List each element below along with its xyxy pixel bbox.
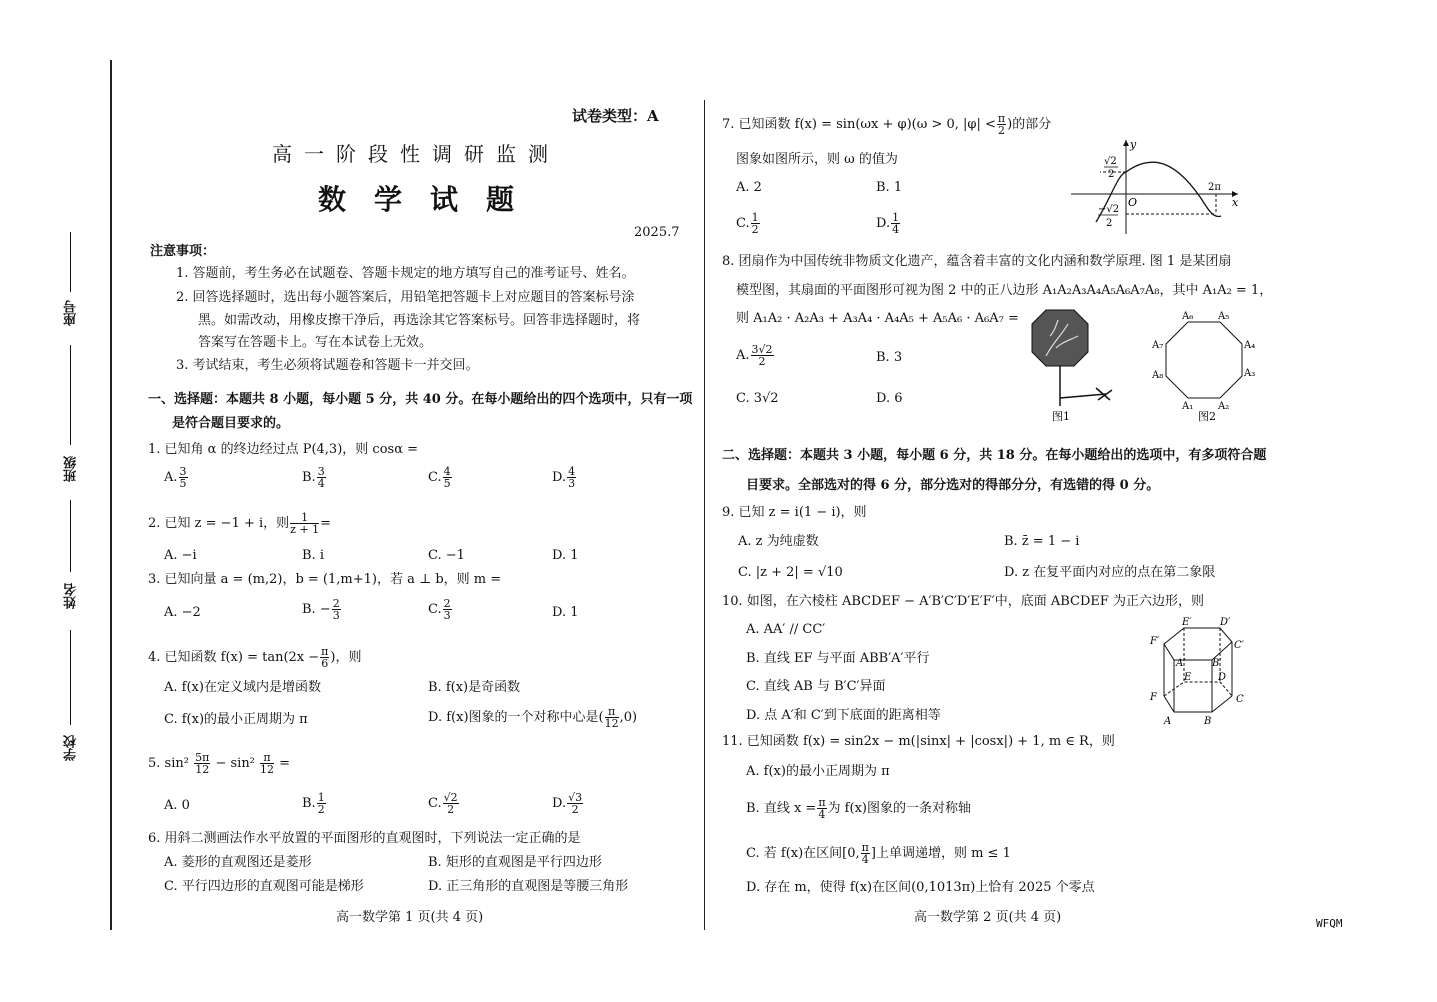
q11-option-a[interactable]: A. f(x)的最小正周期为 π — [746, 764, 890, 779]
q2-option-d[interactable]: D. 1 — [552, 548, 579, 563]
section1-heading-cont: 是符合题目要求的。 — [172, 416, 290, 431]
q7-xtick: 2π — [1208, 182, 1221, 193]
q4-stem: 4. 已知函数 f(x) = tan(2x − $\frac{\pi}{6}$ )，则 — [148, 645, 362, 670]
q7-x-label: x — [1232, 196, 1239, 209]
q1-option-a[interactable]: A. $\frac{3}{5}$ — [164, 465, 187, 490]
q7-bot-den: 2 — [1106, 218, 1113, 229]
class-label: 班级 — [64, 456, 79, 482]
school-label: 学校 — [64, 735, 79, 761]
q1-option-b[interactable]: B. $\frac{3}{4}$ — [302, 465, 325, 490]
q3-option-b[interactable]: B. − $\frac{2}{3}$ — [302, 597, 340, 622]
subject-title: 数学试题 — [318, 183, 543, 216]
q3-option-c[interactable]: C. $\frac{2}{3}$ — [428, 597, 451, 622]
notice-item: 3. 考试结束，考生必须将试题卷和答题卡一并交回。 — [176, 358, 479, 373]
prism-label-f-prime: F′ — [1150, 636, 1160, 647]
q7-top-num: √2 — [1104, 156, 1117, 167]
q8-line3: 则 A₁A₂ · A₂A₃ + A₃A₄ · A₄A₅ + A₅A₆ · A₆A₇ = — [736, 311, 1019, 326]
q8-line1: 8. 团扇作为中国传统非物质文化遗产，蕴含着丰富的文化内涵和数学原理. 图 1 是某团扇 — [722, 254, 1232, 269]
oct-label-a4: A₄ — [1244, 340, 1256, 351]
school-blank[interactable] — [70, 630, 71, 725]
prism-label-b-prime: B′ — [1212, 658, 1222, 669]
q8-option-a[interactable]: A. $\frac{3√2}{2}$ — [736, 343, 773, 368]
q6-option-c[interactable]: C. 平行四边形的直观图可能是梯形 — [164, 879, 364, 894]
q2-option-c[interactable]: C. −1 — [428, 548, 465, 563]
q8-fan-figure — [1026, 306, 1136, 426]
q11-stem: 11. 已知函数 f(x) = sin2x − m(|sinx| + |cosx|) + 1, m ∈ R，则 — [722, 734, 1115, 749]
q10-option-c[interactable]: C. 直线 AB 与 B′C′异面 — [746, 679, 886, 694]
q10-prism-figure — [1140, 614, 1265, 728]
footer-left: 高一数学第 1 页(共 4 页) — [336, 910, 484, 925]
exam-date: 2025.7 — [634, 225, 680, 240]
name-label: 姓名 — [64, 583, 79, 609]
q3-option-d[interactable]: D. 1 — [552, 605, 579, 620]
q6-option-d[interactable]: D. 正三角形的直观图是等腰三角形 — [428, 879, 629, 894]
prism-label-d-prime: D′ — [1220, 617, 1231, 628]
notice-item: 1. 答题前，考生务必在试题卷、答题卡规定的地方填写自己的准考证号、姓名。 — [176, 266, 635, 281]
prism-label-f: F — [1150, 692, 1157, 703]
q9-option-c[interactable]: C. |z + 2| = √10 — [738, 565, 843, 580]
page-divider — [704, 100, 705, 930]
notice-item: 黑。如需改动，用橡皮擦干净后，再选涂其它答案标号。回答非选择题时，将 — [198, 313, 641, 328]
q9-option-a[interactable]: A. z 为纯虚数 — [738, 534, 819, 549]
prism-label-c-prime: C′ — [1234, 640, 1244, 651]
q10-option-b[interactable]: B. 直线 EF 与平面 ABB′A′平行 — [746, 651, 930, 666]
q7-option-a[interactable]: A. 2 — [736, 180, 762, 195]
class-blank[interactable] — [70, 345, 71, 445]
oct-label-a1: A₁ — [1182, 401, 1194, 412]
q7-stem: 7. 已知函数 f(x) = sin(ωx + φ)(ω > 0, |φ| < $\frac{\pi}{2}$ )的部分 — [722, 112, 1052, 137]
q2-option-a[interactable]: A. −i — [164, 548, 197, 563]
q4-option-d[interactable]: D. f(x)图象的一个对称中心是( $\frac{\pi}{12}$ ,0) — [428, 705, 638, 730]
prism-label-e: E — [1184, 672, 1192, 683]
q11-option-d[interactable]: D. 存在 m，使得 f(x)在区间(0,1013π)上恰有 2025 个零点 — [746, 880, 1095, 895]
name-blank[interactable] — [70, 500, 71, 572]
q9-option-b[interactable]: B. z̄ = 1 − i — [1004, 534, 1080, 549]
q4-option-a[interactable]: A. f(x)在定义域内是增函数 — [164, 680, 321, 695]
fig2-label: 图2 — [1198, 410, 1216, 423]
notice-item: 2. 回答选择题时，选出每小题答案后，用铅笔把答题卡上对应题目的答案标号涂 — [176, 290, 635, 305]
q2-option-b[interactable]: B. i — [302, 548, 324, 563]
q1-option-d[interactable]: D. $\frac{4}{3}$ — [552, 465, 576, 490]
q8-option-d[interactable]: D. 6 — [876, 391, 903, 406]
q7-graph — [1066, 136, 1246, 236]
q5-option-a[interactable]: A. 0 — [164, 798, 190, 813]
q7-stem-cont: 图象如图所示，则 ω 的值为 — [736, 152, 898, 167]
notice-heading: 注意事项： — [150, 244, 216, 259]
q6-option-b[interactable]: B. 矩形的直观图是平行四边形 — [428, 855, 602, 870]
fig1-label: 图1 — [1052, 410, 1070, 423]
oct-label-a8: A₈ — [1152, 370, 1164, 381]
prism-label-a-prime: A′ — [1176, 658, 1186, 669]
q8-line2: 模型图，其扇面的平面图形可视为图 2 中的正八边形 A₁A₂A₃A₄A₅A₆A₇A₈，其中 A₁A₂ = 1， — [736, 283, 1273, 298]
q6-option-a[interactable]: A. 菱形的直观图还是菱形 — [164, 855, 312, 870]
q1-stem: 1. 已知角 α 的终边经过点 P(4,3)，则 cosα = — [148, 442, 418, 457]
seat-label: 座号 — [64, 300, 79, 326]
oct-label-a7: A₇ — [1152, 340, 1164, 351]
footer-right: 高一数学第 2 页(共 4 页) — [914, 910, 1062, 925]
section2-heading-cont: 目要求。全部选对的得 6 分，部分选对的得部分分，有选错的得 0 分。 — [746, 478, 1160, 493]
oct-label-a3: A₃ — [1244, 368, 1256, 379]
q5-option-d[interactable]: D. $\frac{√3}{2}$ — [552, 791, 583, 816]
q8-octagon-figure — [1148, 308, 1258, 424]
q11-option-b[interactable]: B. 直线 x = $\frac{\pi}{4}$ 为 f(x)图象的一条对称轴 — [746, 796, 971, 821]
q5-option-b[interactable]: B. $\frac{1}{2}$ — [302, 791, 325, 816]
q5-option-c[interactable]: C. $\frac{√2}{2}$ — [428, 791, 458, 816]
oct-label-a2: A₂ — [1218, 401, 1230, 412]
exam-title: 高一阶段性调研监测 — [272, 142, 560, 166]
q1-option-c[interactable]: C. $\frac{4}{5}$ — [428, 465, 451, 490]
q3-option-a[interactable]: A. −2 — [164, 605, 201, 620]
q10-option-d[interactable]: D. 点 A′和 C′到下底面的距离相等 — [746, 708, 941, 723]
q7-option-b[interactable]: B. 1 — [876, 180, 903, 195]
section2-heading: 二、选择题：本题共 3 小题，每小题 6 分，共 18 分。在每小题给出的选项中，有多项符合题 — [722, 448, 1267, 463]
binding-line — [110, 60, 112, 930]
q8-option-c[interactable]: C. 3√2 — [736, 391, 779, 406]
q6-stem: 6. 用斜二测画法作水平放置的平面图形的直观图时，下列说法一定正确的是 — [148, 831, 581, 846]
q2-stem: 2. 已知 z = −1 + i，则 $\frac{1}{z + 1}$ = — [148, 511, 332, 536]
paper-type: 试卷类型：A — [572, 107, 659, 125]
q9-stem: 9. 已知 z = i(1 − i)，则 — [722, 505, 867, 520]
q7-y-label: y — [1130, 138, 1137, 151]
q3-stem: 3. 已知向量 a = (m,2)，b = (1,m+1)，若 a ⊥ b，则 m = — [148, 572, 502, 587]
q8-option-b[interactable]: B. 3 — [876, 350, 903, 365]
q7-option-c[interactable]: C. $\frac{1}{2}$ — [736, 211, 759, 236]
q4-option-c[interactable]: C. f(x)的最小正周期为 π — [164, 712, 308, 727]
q10-option-a[interactable]: A. AA′ // CC′ — [746, 622, 826, 637]
q7-origin: O — [1128, 196, 1138, 209]
q7-option-d[interactable]: D. $\frac{1}{4}$ — [876, 211, 900, 236]
prism-label-a: A — [1164, 716, 1172, 727]
seat-blank[interactable] — [70, 232, 71, 292]
prism-label-b: B — [1204, 716, 1212, 727]
q7-top-den: 2 — [1108, 169, 1115, 180]
q7-bot-num: −√2 — [1098, 204, 1120, 215]
oct-label-a5: A₅ — [1218, 311, 1230, 322]
section1-heading: 一、选择题：本题共 8 小题，每小题 5 分，共 40 分。在每小题给出的四个选项中，只有一项 — [148, 392, 693, 407]
notice-item: 答案写在答题卡上。写在本试卷上无效。 — [198, 335, 433, 350]
prism-label-d: D — [1218, 672, 1227, 683]
q4-option-b[interactable]: B. f(x)是奇函数 — [428, 680, 521, 695]
q11-option-c[interactable]: C. 若 f(x)在区间[0, $\frac{\pi}{4}$ ]上单调递增，则 m ≤ 1 — [746, 841, 1011, 866]
q10-stem: 10. 如图，在六棱柱 ABCDEF − A′B′C′D′E′F′中，底面 ABCDEF 为正六边形，则 — [722, 594, 1205, 609]
prism-label-e-prime: E′ — [1182, 617, 1192, 628]
prism-label-c: C — [1236, 694, 1244, 705]
oct-label-a6: A₆ — [1182, 311, 1194, 322]
watermark: WFQM — [1316, 917, 1343, 930]
q5-stem: 5. sin² $\frac{5\pi}{12}$ − sin² $\frac{\pi}{12}$ = — [148, 751, 291, 776]
q9-option-d[interactable]: D. z 在复平面内对应的点在第二象限 — [1004, 565, 1216, 580]
